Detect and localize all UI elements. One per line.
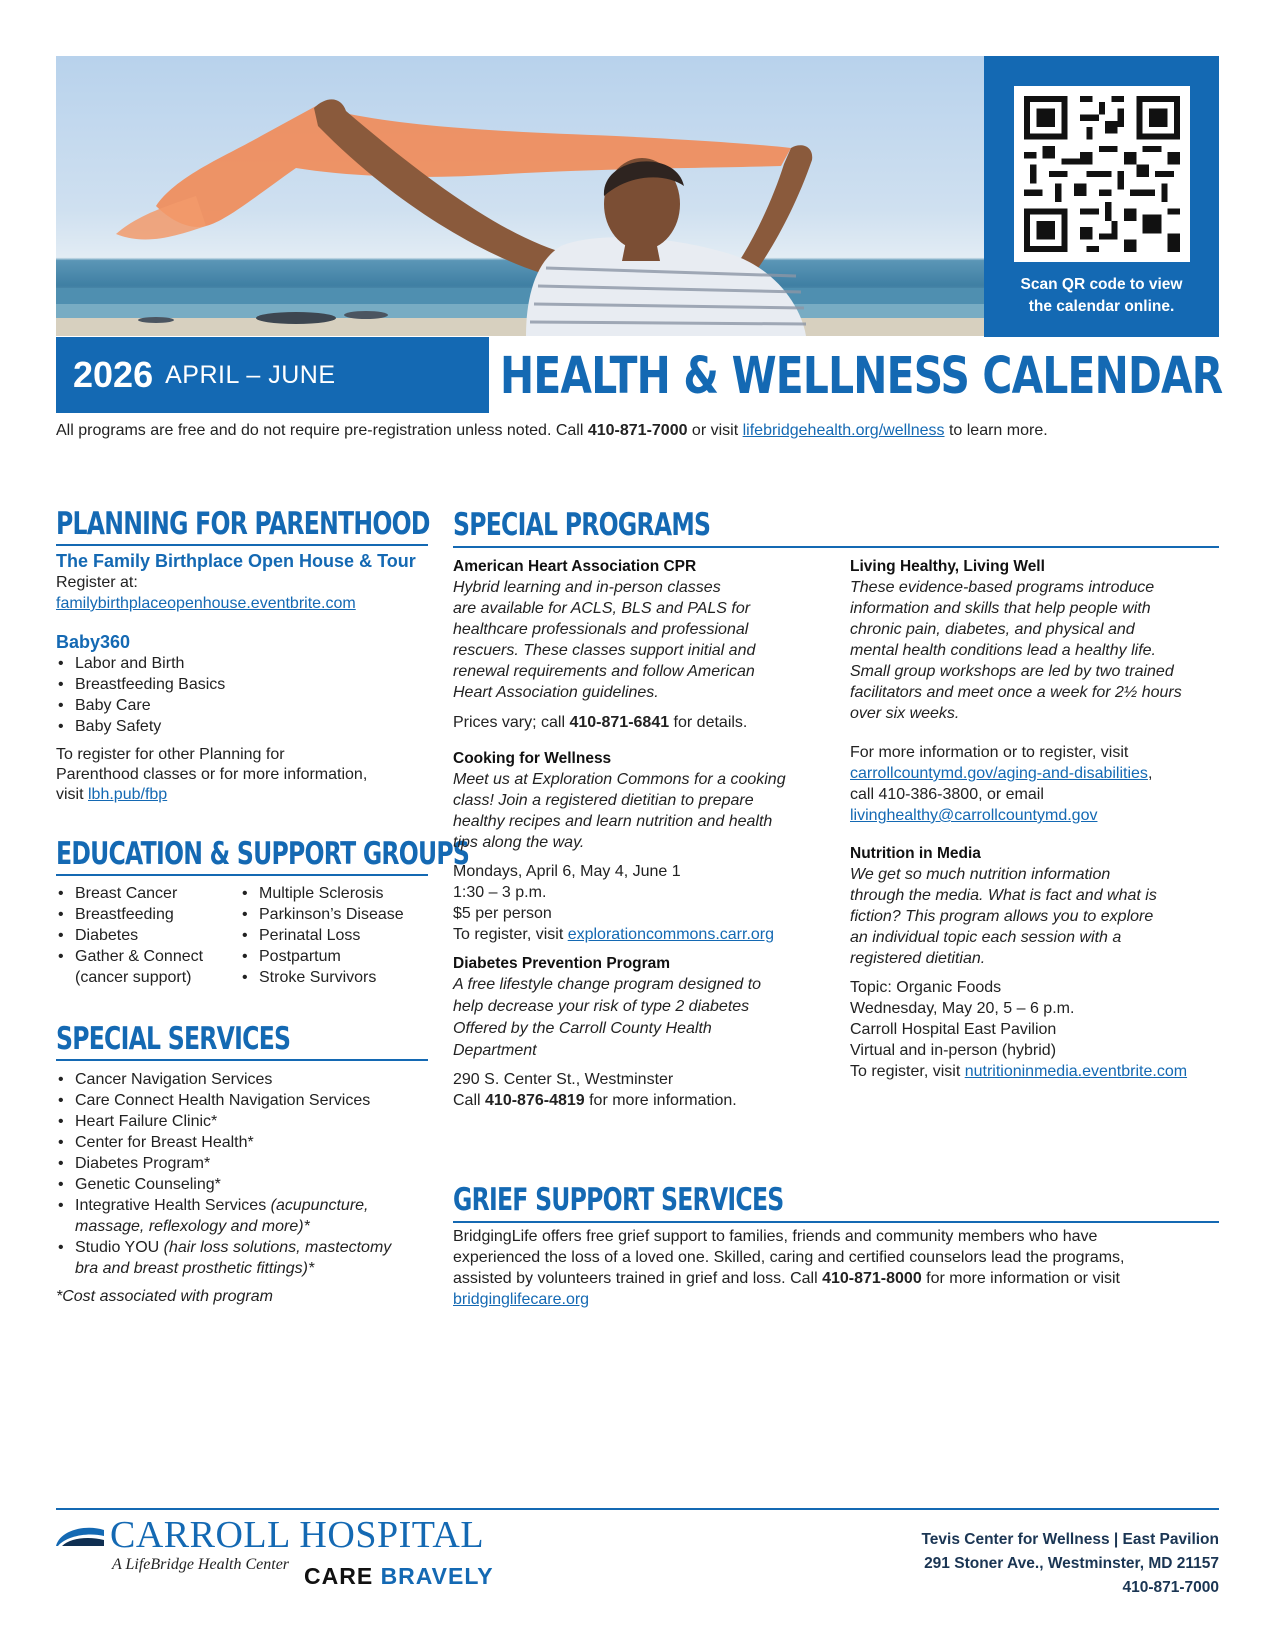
cpr-program: [453, 556, 838, 1111]
cpr-phone: 410-871-6841: [569, 714, 670, 731]
service-detail: (hair loss solutions, mastectomy: [163, 1239, 392, 1256]
special-programs-heading: SPECIAL PROGRAMS: [453, 507, 711, 543]
diabetes-title: Diabetes Prevention Program: [453, 955, 671, 972]
page-title: HEALTH & WELLNESS CALENDAR: [500, 347, 1223, 406]
section-divider: [56, 1059, 428, 1061]
service-detail: (acupuncture,: [270, 1197, 369, 1214]
cooking-register: [453, 924, 838, 945]
intro-text: [56, 422, 1226, 440]
grief-line: for more information or visit: [921, 1270, 1120, 1287]
month-range: APRIL – JUNE: [165, 360, 336, 389]
living-email-link[interactable]: livinghealthy@carrollcountymd.gov: [850, 807, 1098, 824]
parenthood-info-line: visit: [56, 786, 88, 803]
education-list-1: [56, 883, 226, 967]
cooking-dates: Mondays, April 6, May 4, June 1: [453, 863, 681, 880]
hospital-logo-name: CARROLL HOSPITAL: [110, 1514, 485, 1556]
address-phone: 410-871-7000: [1122, 1579, 1219, 1596]
parenthood-info-line: Parenthood classes or for more information,: [56, 766, 368, 783]
parenthood-heading: PLANNING FOR PARENTHOOD: [56, 506, 430, 542]
living-program: [850, 556, 1225, 1082]
tagline-part: BRAVELY: [380, 1563, 494, 1589]
description-line: Offered by the Carroll County Health: [453, 1020, 712, 1037]
service-name: Studio YOU: [75, 1239, 164, 1256]
list-item: • Breast Cancer: [56, 883, 226, 904]
list-item: • Center for Breast Health*: [56, 1132, 446, 1153]
intro-text-part: All programs are free and do not require pre-registration unless noted. Call: [56, 422, 588, 439]
description-line: class! Join a registered dietitian to prepare: [453, 792, 754, 809]
list-item: • Parkinson’s Disease: [240, 904, 440, 925]
list-item: • Diabetes Program*: [56, 1153, 446, 1174]
intro-phone: 410-871-7000: [587, 422, 688, 439]
description-line: These evidence-based programs introduce: [850, 579, 1155, 596]
cpr-price-text: for details.: [669, 714, 748, 731]
section-divider: [56, 874, 428, 876]
description-line: mental health conditions lead a healthy life.: [850, 642, 1156, 659]
description-line: We get so much nutrition information: [850, 866, 1111, 883]
hospital-logo-subtitle: A LifeBridge Health Center: [112, 1556, 290, 1573]
description-line: are available for ACLS, BLS and PALS for: [453, 600, 751, 617]
services-list-extra: [56, 1195, 446, 1279]
grief-line: BridgingLife offers free grief support to families, friends and community members who have: [453, 1228, 1098, 1245]
year: 2026: [73, 354, 154, 395]
list-item: • Diabetes: [56, 925, 226, 946]
list-item: [56, 1195, 446, 1237]
living-more: For more information or to register, visit: [850, 744, 1129, 761]
section-divider: [453, 546, 1219, 548]
description-line: registered dietitian.: [850, 950, 986, 967]
description-line: healthcare professionals and professional: [453, 621, 749, 638]
description-line: healthy recipes and learn nutrition and health: [453, 813, 773, 830]
list-item: • Heart Failure Clinic*: [56, 1111, 446, 1132]
description-line: information and skills that help people with: [850, 600, 1151, 617]
list-item: • Postpartum: [240, 946, 440, 967]
parenthood-info-line: To register for other Planning for: [56, 746, 285, 763]
qr-caption: [984, 274, 1219, 318]
description-line: renewal requirements and follow American: [453, 663, 755, 680]
list-item: • Breastfeeding: [56, 904, 226, 925]
description-line: through the media. What is fact and what is: [850, 887, 1157, 904]
list-item: • Stroke Survivors: [240, 967, 440, 988]
intro-text-part: or visit: [687, 422, 743, 439]
date-banner: [56, 337, 489, 413]
nutrition-title: Nutrition in Media: [850, 845, 981, 862]
qr-code[interactable]: [1014, 86, 1190, 262]
cpr-description: [453, 577, 838, 703]
grief-line: assisted by volunteers trained in grief and loss. Call: [453, 1270, 823, 1287]
parenthood-info: [56, 745, 436, 805]
diabetes-call: [453, 1090, 838, 1111]
list-item: • Multiple Sclerosis: [240, 883, 440, 904]
nutrition-topic: Topic: Organic Foods: [850, 979, 1002, 996]
description-line: chronic pain, diabetes, and physical and: [850, 621, 1135, 638]
description-line: tips along the way.: [453, 834, 585, 851]
cooking-register-text: To register, visit: [453, 926, 568, 943]
nutrition-register-text: To register, visit: [850, 1063, 965, 1080]
education-list-2: [240, 883, 440, 988]
list-item: • Labor and Birth: [56, 653, 436, 674]
cpr-price: [453, 712, 838, 733]
cooking-price: $5 per person: [453, 905, 552, 922]
description-line: Heart Association guidelines.: [453, 684, 659, 701]
grief-phone: 410-871-8000: [822, 1270, 922, 1287]
diabetes-call-text: Call: [453, 1092, 486, 1109]
description-line: an individual topic each session with a: [850, 929, 1122, 946]
aging-disabilities-link[interactable]: carrollcountymd.gov/aging-and-disabilities: [850, 765, 1148, 782]
nutrition-media-link[interactable]: nutritioninmedia.eventbrite.com: [964, 1063, 1188, 1080]
list-item: • Gather & Connect: [56, 946, 226, 967]
footer-address: [921, 1528, 1219, 1600]
service-detail: bra and breast prosthetic fittings)*: [75, 1260, 315, 1277]
education-note: (cancer support): [75, 969, 192, 986]
baby360-list: [56, 653, 436, 737]
fbp-link[interactable]: lbh.pub/fbp: [88, 786, 168, 803]
baby360-title: Baby360: [56, 632, 131, 652]
service-name: Integrative Health Services: [75, 1197, 271, 1214]
tagline: [304, 1563, 494, 1590]
section-divider: [56, 544, 428, 546]
exploration-commons-link[interactable]: explorationcommons.carr.org: [567, 926, 775, 943]
living-description: [850, 577, 1225, 724]
cpr-title: American Heart Association CPR: [453, 558, 697, 575]
diabetes-description: [453, 974, 838, 1062]
nutrition-date: Wednesday, May 20, 5 – 6 p.m.: [850, 1000, 1075, 1017]
description-line: rescuers. These classes support initial and: [453, 642, 756, 659]
services-heading: SPECIAL SERVICES: [56, 1021, 291, 1057]
description-line: Small group workshops are led by two trained: [850, 663, 1174, 680]
address-line: 291 Stoner Ave., Westminster, MD 21157: [924, 1555, 1219, 1572]
diabetes-call-text: for more information.: [584, 1092, 737, 1109]
nutrition-description: [850, 864, 1225, 969]
description-line: over six weeks.: [850, 705, 960, 722]
nutrition-location: Carroll Hospital East Pavilion: [850, 1021, 1057, 1038]
list-item: • Baby Care: [56, 695, 436, 716]
description-line: help decrease your risk of type 2 diabetes: [453, 998, 750, 1015]
service-detail: massage, reflexology and more)*: [75, 1218, 310, 1235]
nutrition-register: [850, 1061, 1225, 1082]
nutrition-format: Virtual and in-person (hybrid): [850, 1042, 1057, 1059]
grief-text: [453, 1226, 1233, 1310]
footer-divider: [56, 1508, 1219, 1510]
description-line: fiction? This program allows you to explore: [850, 908, 1154, 925]
tagline-part: CARE: [304, 1563, 381, 1589]
open-house-link[interactable]: familybirthplaceopenhouse.eventbrite.com: [56, 595, 356, 612]
list-item: • Genetic Counseling*: [56, 1174, 446, 1195]
qr-code-icon: [1024, 96, 1180, 252]
description-line: facilitators and meet once a week for 2½ hours: [850, 684, 1182, 701]
cpr-price-text: Prices vary; call: [453, 714, 570, 731]
education-heading: EDUCATION & SUPPORT GROUPS: [56, 836, 470, 872]
description-line: Department: [453, 1042, 537, 1059]
cost-note: *Cost associated with program: [56, 1288, 273, 1305]
list-item: [56, 1237, 446, 1279]
wellness-link[interactable]: lifebridgehealth.org/wellness: [742, 422, 945, 439]
description-line: A free lifestyle change program designed to: [453, 976, 762, 993]
cooking-title: Cooking for Wellness: [453, 750, 612, 767]
description-line: Meet us at Exploration Commons for a cooking: [453, 771, 786, 788]
living-contact: carrollcountymd.gov/aging-and-disabilities,: [850, 765, 1153, 782]
description-line: Hybrid learning and in-person classes: [453, 579, 721, 596]
cooking-time: 1:30 – 3 p.m.: [453, 884, 547, 901]
education-col-2: [240, 883, 440, 988]
services-list: [56, 1069, 446, 1195]
living-call: call 410-386-3800, or email: [850, 786, 1044, 803]
list-item: • Baby Safety: [56, 716, 436, 737]
diabetes-address: 290 S. Center St., Westminster: [453, 1071, 674, 1088]
register-label: Register at:: [56, 574, 138, 591]
list-item: • Cancer Navigation Services: [56, 1069, 446, 1090]
grief-heading: GRIEF SUPPORT SERVICES: [453, 1182, 784, 1218]
list-item: • Breastfeeding Basics: [56, 674, 436, 695]
list-item: • Perinatal Loss: [240, 925, 440, 946]
grief-line: experienced the loss of a loved one. Skilled, caring and certified counselors lead the programs,: [453, 1249, 1125, 1266]
carroll-logo-icon: [56, 1522, 104, 1546]
parenthood-section: [56, 550, 436, 805]
address-line: Tevis Center for Wellness | East Pavilion: [921, 1531, 1219, 1548]
list-item: • Care Connect Health Navigation Services: [56, 1090, 446, 1111]
education-col-1: [56, 883, 226, 988]
bridginglife-link[interactable]: bridginglifecare.org: [453, 1291, 590, 1308]
services-section: [56, 1069, 446, 1307]
qr-caption-line: Scan QR code to view: [1020, 276, 1183, 293]
qr-caption-line: the calendar online.: [1028, 298, 1175, 315]
diabetes-phone: 410-876-4819: [485, 1092, 585, 1109]
open-house-title: The Family Birthplace Open House & Tour: [56, 551, 416, 571]
qr-panel: [984, 56, 1219, 337]
cooking-description: [453, 769, 838, 853]
living-title: Living Healthy, Living Well: [850, 558, 1045, 575]
intro-text-part: to learn more.: [944, 422, 1048, 439]
section-divider: [453, 1221, 1219, 1223]
